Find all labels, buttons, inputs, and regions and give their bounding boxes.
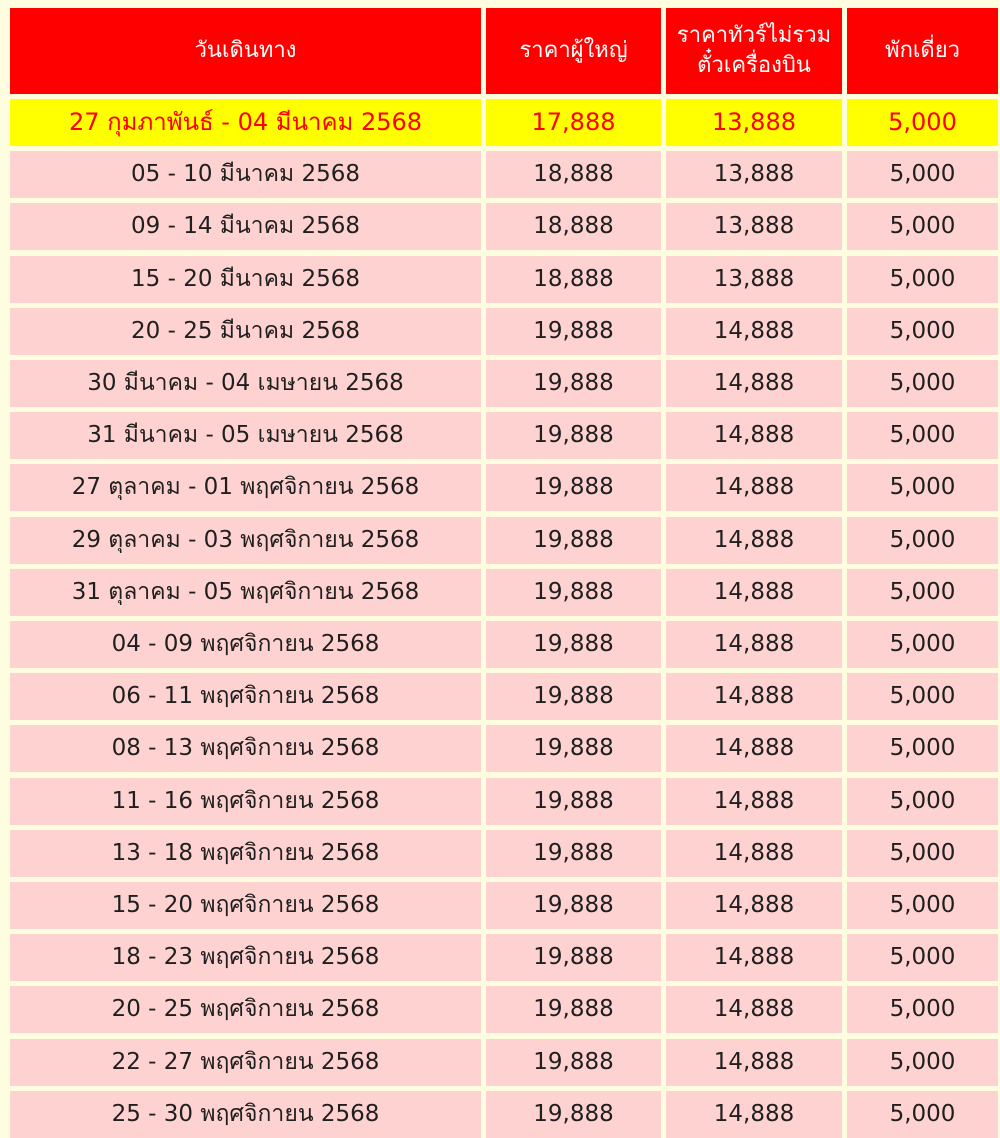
- tour-no-flight-price-cell: 14,888: [666, 778, 842, 825]
- single-supplement-cell: 5,000: [847, 1091, 998, 1138]
- travel-date-cell: 30 มีนาคม - 04 เมษายน 2568: [10, 360, 481, 407]
- tour-no-flight-price-cell: 14,888: [666, 464, 842, 511]
- travel-date-cell: 29 ตุลาคม - 03 พฤศจิกายน 2568: [10, 517, 481, 564]
- tour-no-flight-price-cell: 14,888: [666, 517, 842, 564]
- header-adult-price: [486, 8, 661, 94]
- tour-no-flight-price-cell: 13,888: [666, 151, 842, 198]
- adult-price-cell: 19,888: [486, 1091, 661, 1138]
- header-single-supplement: [847, 8, 998, 94]
- single-supplement-cell: 5,000: [847, 934, 998, 981]
- adult-price-cell: 19,888: [486, 934, 661, 981]
- header-single-supplement-label: พักเดี่ยว: [885, 38, 960, 64]
- travel-date-cell: 08 - 13 พฤศจิกายน 2568: [10, 725, 481, 772]
- tour-no-flight-price-cell: 14,888: [666, 412, 842, 459]
- travel-date-cell: 15 - 20 พฤศจิกายน 2568: [10, 882, 481, 929]
- single-supplement-cell: 5,000: [847, 621, 998, 668]
- tour-no-flight-price-cell: 14,888: [666, 986, 842, 1033]
- adult-price-cell: 19,888: [486, 830, 661, 877]
- single-supplement-cell: 5,000: [847, 830, 998, 877]
- travel-date-cell: 20 - 25 มีนาคม 2568: [10, 308, 481, 355]
- adult-price-cell: 18,888: [486, 151, 661, 198]
- travel-date-cell: 15 - 20 มีนาคม 2568: [10, 256, 481, 303]
- adult-price-cell: 18,888: [486, 256, 661, 303]
- single-supplement-cell: 5,000: [847, 99, 998, 146]
- adult-price-cell: 19,888: [486, 882, 661, 929]
- tour-no-flight-price-cell: 13,888: [666, 99, 842, 146]
- single-supplement-cell: 5,000: [847, 203, 998, 250]
- adult-price-cell: 17,888: [486, 99, 661, 146]
- tour-no-flight-price-cell: 14,888: [666, 360, 842, 407]
- tour-no-flight-price-cell: 13,888: [666, 256, 842, 303]
- tour-no-flight-price-cell: 14,888: [666, 725, 842, 772]
- single-supplement-cell: 5,000: [847, 464, 998, 511]
- travel-date-cell: 18 - 23 พฤศจิกายน 2568: [10, 934, 481, 981]
- tour-no-flight-price-cell: 14,888: [666, 308, 842, 355]
- tour-no-flight-price-cell: 14,888: [666, 673, 842, 720]
- single-supplement-cell: 5,000: [847, 1039, 998, 1086]
- tour-no-flight-price-cell: 14,888: [666, 882, 842, 929]
- single-supplement-cell: 5,000: [847, 517, 998, 564]
- adult-price-cell: 19,888: [486, 725, 661, 772]
- single-supplement-cell: 5,000: [847, 151, 998, 198]
- adult-price-cell: 19,888: [486, 412, 661, 459]
- single-supplement-cell: 5,000: [847, 360, 998, 407]
- single-supplement-cell: 5,000: [847, 569, 998, 616]
- adult-price-cell: 19,888: [486, 1039, 661, 1086]
- tour-no-flight-price-cell: 14,888: [666, 1039, 842, 1086]
- tour-no-flight-price-cell: 14,888: [666, 830, 842, 877]
- single-supplement-cell: 5,000: [847, 882, 998, 929]
- single-supplement-cell: 5,000: [847, 778, 998, 825]
- adult-price-cell: 19,888: [486, 673, 661, 720]
- header-tour-no-flight-line-2: ตั๋วเครื่องบิน: [697, 53, 811, 78]
- header-tour-no-flight-line-1: ราคาทัวร์ไม่รวม: [676, 23, 832, 49]
- single-supplement-cell: 5,000: [847, 308, 998, 355]
- tour-no-flight-price-cell: 14,888: [666, 934, 842, 981]
- tour-no-flight-price-cell: 14,888: [666, 621, 842, 668]
- travel-date-cell: 31 มีนาคม - 05 เมษายน 2568: [10, 412, 481, 459]
- adult-price-cell: 19,888: [486, 778, 661, 825]
- travel-date-cell: 05 - 10 มีนาคม 2568: [10, 151, 481, 198]
- tour-no-flight-price-cell: 14,888: [666, 569, 842, 616]
- travel-date-cell: 20 - 25 พฤศจิกายน 2568: [10, 986, 481, 1033]
- adult-price-cell: 19,888: [486, 986, 661, 1033]
- header-travel-date: [10, 8, 481, 94]
- travel-date-cell: 31 ตุลาคม - 05 พฤศจิกายน 2568: [10, 569, 481, 616]
- adult-price-cell: 19,888: [486, 308, 661, 355]
- header-adult-price-label: ราคาผู้ใหญ่: [519, 38, 628, 64]
- header-tour-no-flight: [666, 8, 842, 94]
- adult-price-cell: 19,888: [486, 464, 661, 511]
- travel-date-cell: 09 - 14 มีนาคม 2568: [10, 203, 481, 250]
- travel-date-cell: 04 - 09 พฤศจิกายน 2568: [10, 621, 481, 668]
- single-supplement-cell: 5,000: [847, 725, 998, 772]
- single-supplement-cell: 5,000: [847, 986, 998, 1033]
- adult-price-cell: 19,888: [486, 517, 661, 564]
- single-supplement-cell: 5,000: [847, 256, 998, 303]
- adult-price-cell: 19,888: [486, 621, 661, 668]
- tour-no-flight-price-cell: 13,888: [666, 203, 842, 250]
- travel-date-cell: 11 - 16 พฤศจิกายน 2568: [10, 778, 481, 825]
- header-travel-date-label: วันเดินทาง: [194, 38, 297, 64]
- travel-date-cell: 25 - 30 พฤศจิกายน 2568: [10, 1091, 481, 1138]
- tour-no-flight-price-cell: 14,888: [666, 1091, 842, 1138]
- travel-date-cell: 13 - 18 พฤศจิกายน 2568: [10, 830, 481, 877]
- adult-price-cell: 19,888: [486, 569, 661, 616]
- adult-price-cell: 18,888: [486, 203, 661, 250]
- single-supplement-cell: 5,000: [847, 412, 998, 459]
- travel-date-cell: 06 - 11 พฤศจิกายน 2568: [10, 673, 481, 720]
- travel-date-cell: 27 ตุลาคม - 01 พฤศจิกายน 2568: [10, 464, 481, 511]
- adult-price-cell: 19,888: [486, 360, 661, 407]
- single-supplement-cell: 5,000: [847, 673, 998, 720]
- travel-date-cell: 22 - 27 พฤศจิกายน 2568: [10, 1039, 481, 1086]
- travel-date-cell: 27 กุมภาพันธ์ - 04 มีนาคม 2568: [10, 99, 481, 146]
